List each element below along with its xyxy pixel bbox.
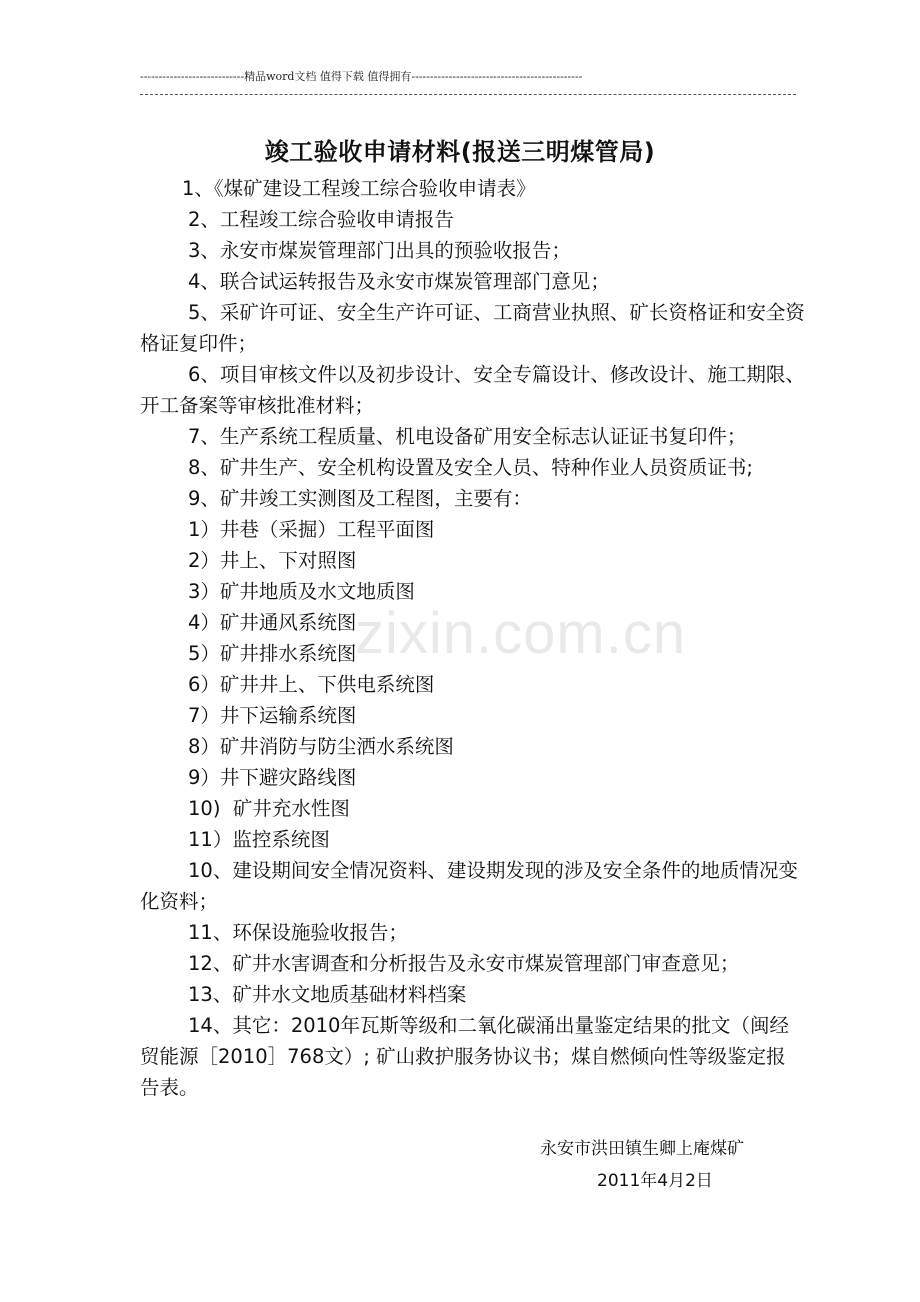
signature-date: 2011年4月2日 (597, 1171, 713, 1191)
list-item: 10、建设期间安全情况资料、建设期发现的涉及安全条件的地质情况变化资料； (140, 859, 798, 913)
list-item: 3、永安市煤炭管理部门出具的预验收报告； (188, 239, 571, 262)
list-item: 2）井上、下对照图 (188, 549, 357, 572)
list-item: 4）矿井通风系统图 (188, 611, 357, 634)
signature-organization: 永安市洪田镇生卿上庵煤矿 (540, 1139, 744, 1159)
list-item: 14、其它：2010年瓦斯等级和二氧化碳涌出量鉴定结果的批文（闽经贸能源［2010］768文）; 矿山救护服务协议书；煤自燃倾向性等级鉴定报告表。 (140, 1014, 789, 1099)
list-item: 1、《煤矿建设工程竣工综合验收申请表》 (182, 177, 536, 200)
list-item: 11）监控系统图 (188, 828, 330, 851)
list-item: 8）矿井消防与防尘洒水系统图 (188, 735, 454, 758)
list-item: 4、联合试运转报告及永安市煤炭管理部门意见； (188, 270, 610, 293)
header-divider (140, 94, 796, 95)
list-item: 9）井下避灾路线图 (188, 766, 357, 789)
list-item: 13、矿井水文地质基础材料档案 (188, 983, 467, 1006)
list-item: 10) 矿井充水性图 (188, 797, 350, 820)
list-item: 3）矿井地质及水文地质图 (188, 580, 415, 603)
list-item: 11、环保设施验收报告； (188, 921, 408, 944)
list-item: 1）井巷（采掘）工程平面图 (188, 518, 435, 541)
list-item: 9、矿井竣工实测图及工程图，主要有： (188, 487, 532, 510)
list-item: 5、采矿许可证、安全生产许可证、工商营业执照、矿长资格证和安全资格证复印件； (140, 301, 805, 355)
list-item: 8、矿井生产、安全机构设置及安全人员、特种作业人员资质证书; (188, 456, 753, 479)
list-item: 6、项目审核文件以及初步设计、安全专篇设计、修改设计、施工期限、开工备案等审核批准材料； (140, 363, 805, 417)
list-item: 7）井下运输系统图 (188, 704, 357, 727)
watermark: zixin.com.cn (355, 601, 687, 666)
list-item: 2、工程竣工综合验收申请报告 (188, 208, 454, 231)
list-item: 12、矿井水害调查和分析报告及永安市煤炭管理部门审查意见； (188, 952, 740, 975)
document-title: 竣工验收申请材料(报送三明煤管局) (264, 138, 656, 166)
list-item: 6）矿井井上、下供电系统图 (188, 673, 435, 696)
list-item: 7、生产系统工程质量、机电设备矿用安全标志认证证书复印件； (188, 425, 747, 448)
page-header-banner: ----------------------------精品word文档 值得下载 值得拥有---------------------------------------------- (140, 70, 583, 83)
list-item: 5）矿井排水系统图 (188, 642, 357, 665)
